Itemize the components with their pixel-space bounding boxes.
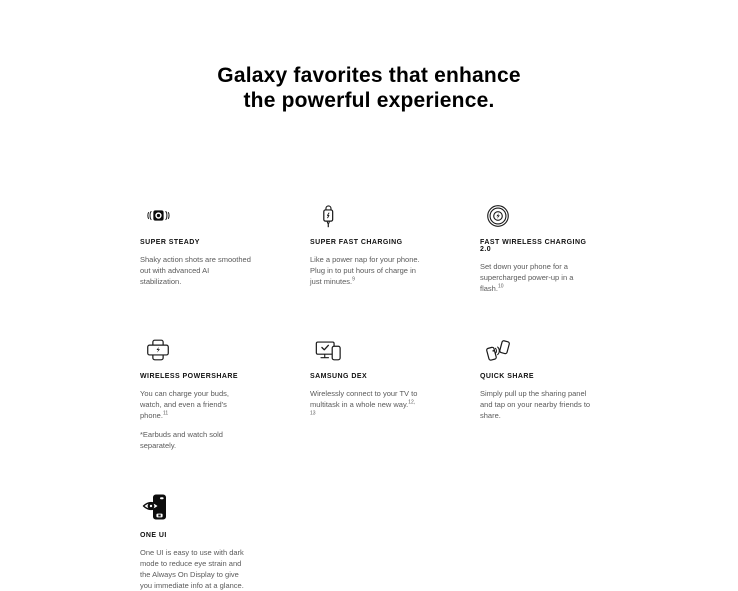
feature-samsung-dex: [310, 334, 422, 451]
feature-title: SUPER STEADY: [140, 239, 200, 246]
feature-title: SAMSUNG DEX: [310, 373, 368, 380]
page-title: [0, 63, 738, 113]
footnote-ref: 10: [497, 283, 504, 290]
feature-title: QUICK SHARE: [480, 373, 534, 380]
page-title-line1: Galaxy favorites that enhance: [217, 64, 521, 87]
feature-description: Set down your phone for a supercharged power-up in a flash.$^{10}$: [480, 262, 574, 293]
footnote-ref: 9: [352, 276, 355, 283]
footnote-ref: 12, 13: [310, 399, 416, 417]
feature-quick-share: [480, 334, 592, 451]
feature-description: Like a power nap for your phone. Plug in to put hours of charge in just minutes.$^9$: [310, 255, 420, 286]
feature-description: Simply pull up the sharing panel and tap on your nearby friends to share.: [480, 389, 591, 420]
feature-title: ONE UI: [140, 532, 167, 539]
feature-title: SUPER FAST CHARGING: [310, 239, 403, 246]
one-ui-eye-phone-icon: [140, 491, 252, 523]
dex-monitor-phone-icon: [310, 334, 422, 364]
feature-fast-wireless-charging: [480, 200, 592, 294]
feature-description: You can charge your buds, watch, and even a friend's phone.$^{11}$: [140, 389, 229, 420]
feature-footnote: *Earbuds and watch sold separately.: [140, 430, 223, 450]
powershare-devices-icon: [140, 334, 252, 364]
feature-description: Shaky action shots are smoothed out with advanced AI stabilization.: [140, 255, 251, 286]
wireless-charging-icon: [480, 200, 592, 230]
camera-steady-icon: [140, 200, 252, 230]
feature-super-fast-charging: [310, 200, 422, 294]
feature-description: One UI is easy to use with dark mode to reduce eye strain and the Always On Display to give you immediate info at a glance.: [140, 548, 244, 590]
footnote-ref: 11: [162, 410, 169, 417]
feature-super-steady: [140, 200, 252, 294]
feature-title: FAST WIRELESS CHARGING 2.0: [480, 239, 587, 253]
features-grid: [140, 200, 738, 591]
feature-one-ui: [140, 491, 252, 591]
feature-description: Wirelessly connect to your TV to multitask in a whole new way.$^{12, 13}$: [310, 389, 418, 417]
feature-wireless-powershare: [140, 334, 252, 451]
feature-title: WIRELESS POWERSHARE: [140, 373, 239, 380]
page-header: [0, 63, 738, 113]
page-title-line2: the powerful experience.: [243, 89, 495, 112]
quick-share-phones-icon: [480, 334, 592, 364]
charger-plug-icon: [310, 200, 422, 230]
